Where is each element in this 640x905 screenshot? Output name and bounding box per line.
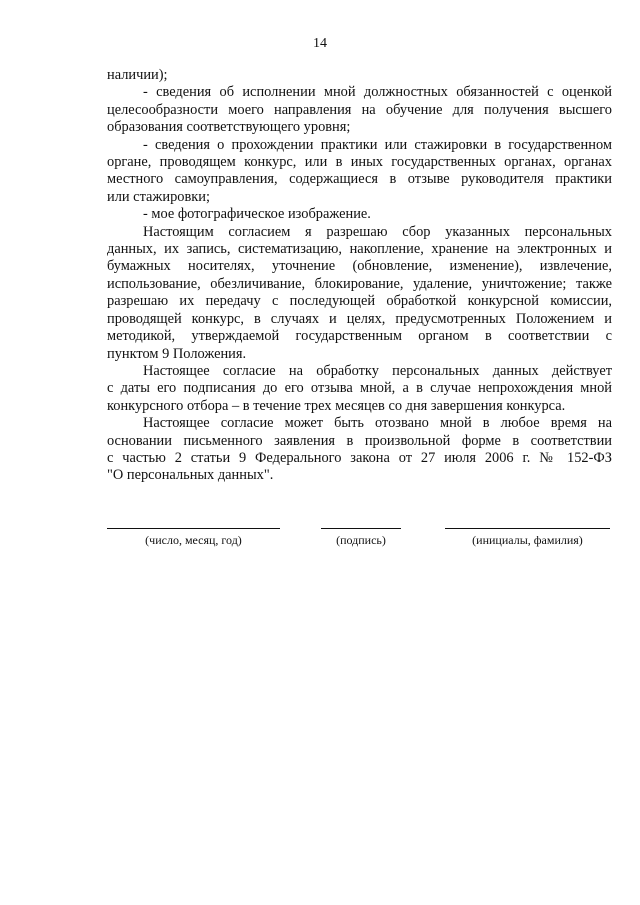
name-signature-line bbox=[445, 528, 610, 548]
text-line: разрешаю их передачу с последующей обработкой конкурсной комиссии, bbox=[107, 293, 612, 310]
text-line: или стажировки; bbox=[107, 188, 210, 205]
text-line: методикой, утверждаемой государственным органом в соответствии с bbox=[107, 328, 612, 345]
text-line: с частью 2 статьи 9 Федерального закона от 27 июля 2006 г. № 152-ФЗ bbox=[107, 449, 612, 466]
text-line: пунктом 9 Положения. bbox=[107, 345, 247, 362]
date-signature-line bbox=[107, 528, 280, 548]
text-line: проводящей конкурс, в случаях и целях, предусмотренных Положением и bbox=[107, 310, 612, 327]
page-number: 14 bbox=[313, 36, 327, 51]
text-line: - сведения об исполнении мной должностных обязанностей с оценкой bbox=[143, 84, 612, 101]
text-line: образования соответствующего уровня; bbox=[107, 119, 351, 136]
signature-block bbox=[0, 528, 640, 558]
text-line: местного самоуправления, содержащиеся в отзыве руководителя практики bbox=[107, 171, 612, 188]
name-label: (инициалы, фамилия) bbox=[472, 533, 583, 547]
text-line: Настоящее согласие на обработку персональных данных действует bbox=[143, 362, 612, 379]
text-line: Настоящим согласием я разрешаю сбор указанных персональных bbox=[143, 223, 612, 240]
text-line: конкурсного отбора – в течение трех месяцев со дня завершения конкурса. bbox=[107, 397, 566, 414]
text-line: целесообразности моего направления на обучение для получения высшего bbox=[107, 101, 612, 118]
text-line: наличии); bbox=[107, 67, 168, 83]
text-line: "О персональных данных". bbox=[107, 467, 274, 484]
date-label: (число, месяц, год) bbox=[145, 533, 242, 547]
text-line: Настоящее согласие может быть отозвано мной в любое время на bbox=[143, 415, 612, 432]
text-line: органе, проводящем конкурс, или в иных государственных органах, органах bbox=[107, 154, 612, 171]
consent-text bbox=[107, 67, 612, 485]
signature-line bbox=[321, 528, 401, 548]
text-line: данных, их запись, систематизацию, накопление, хранение на электронных и bbox=[107, 241, 612, 258]
text-line: - сведения о прохождении практики или стажировки в государственном bbox=[143, 136, 612, 153]
text-line: использование, обезличивание, блокирование, удаление, уничтожение; также bbox=[107, 275, 612, 292]
text-line: бумажных носителях, уточнение (обновление, изменение), извлечение, bbox=[107, 258, 612, 275]
text-line: - мое фотографическое изображение. bbox=[143, 206, 371, 223]
signature-label: (подпись) bbox=[336, 533, 386, 547]
text-line: с даты его подписания до его отзыва мной, а в случае непрохождения мной bbox=[107, 380, 612, 397]
text-line: основании письменного заявления в произвольной форме в соответствии bbox=[107, 432, 612, 449]
